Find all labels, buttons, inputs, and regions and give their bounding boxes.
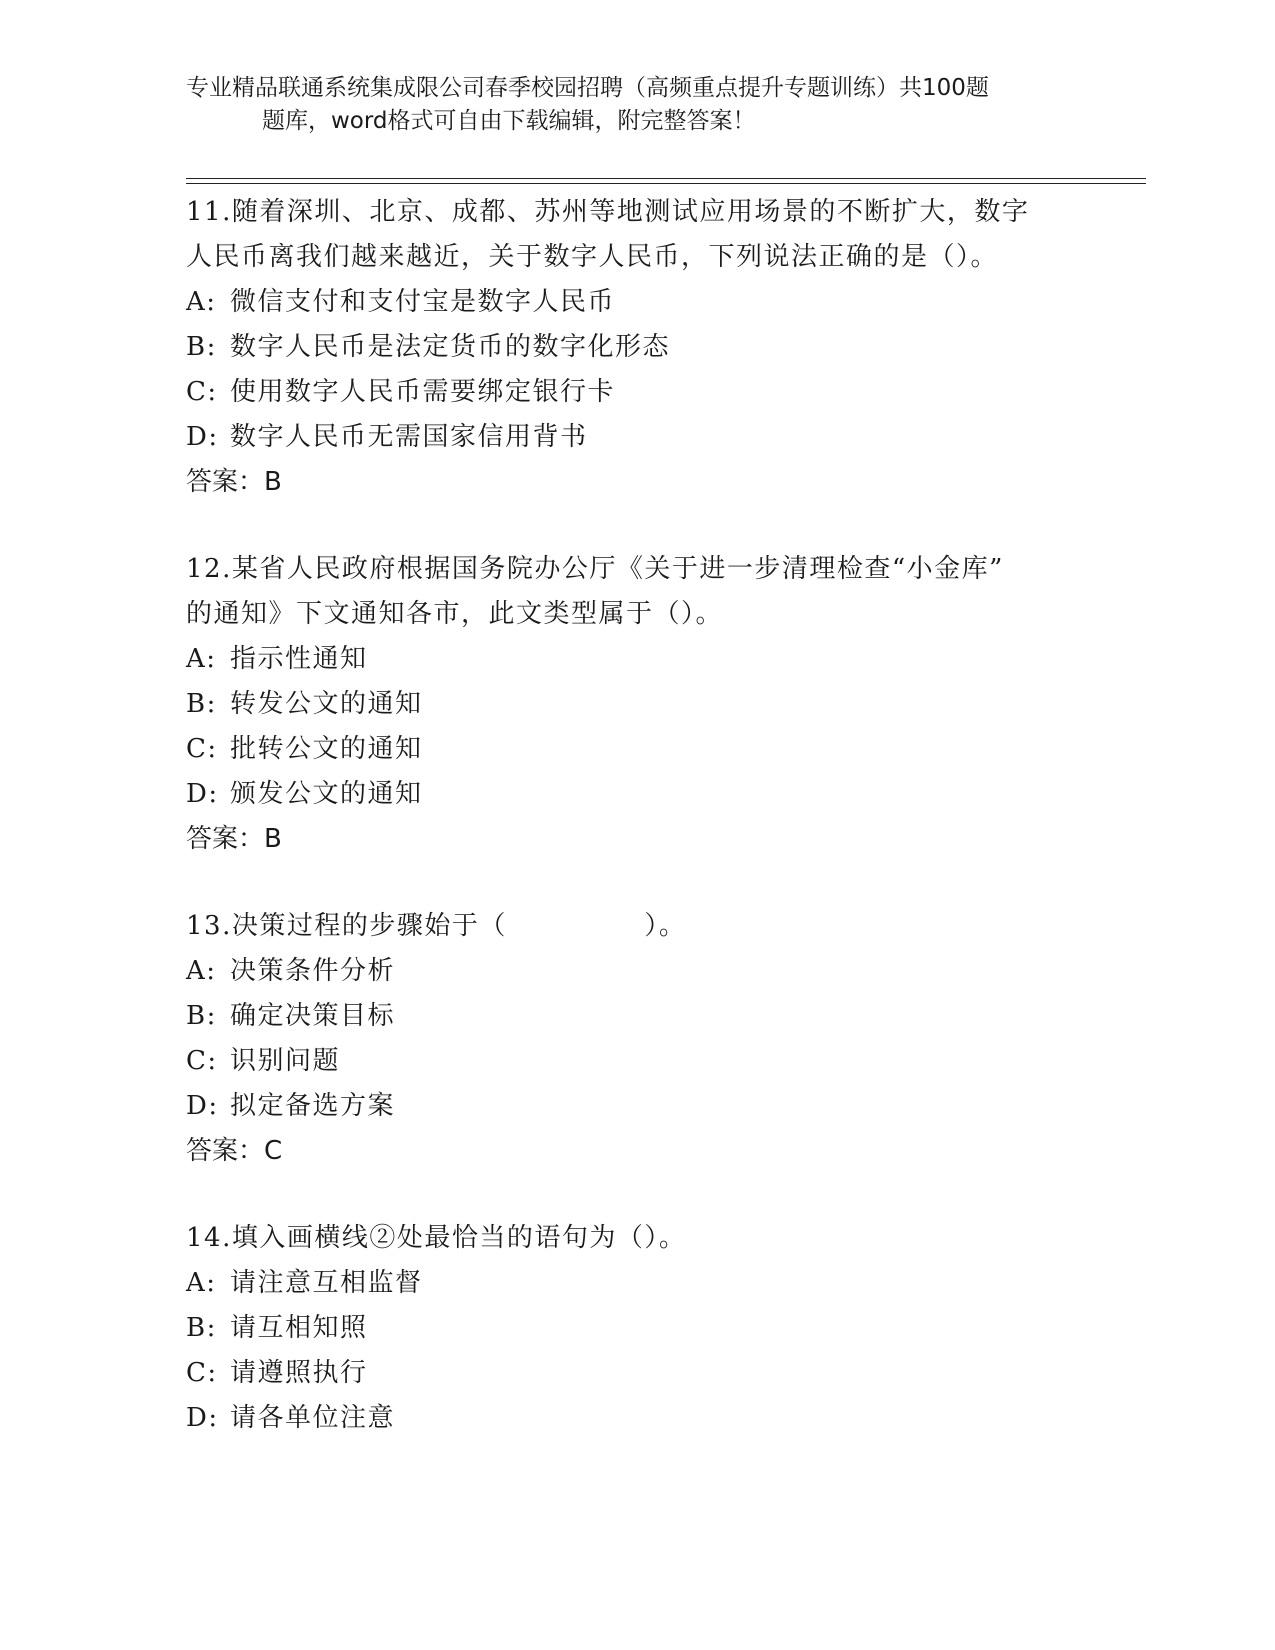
question-14 <box>186 1216 1086 1441</box>
option-letter: A: <box>186 956 217 986</box>
option-letter: D: <box>186 779 219 809</box>
option-c <box>186 1351 1086 1396</box>
option-letter: C: <box>186 734 218 764</box>
question-stem: 14.填入画横线②处最恰当的语句为（）。 <box>186 1223 687 1253</box>
option-text: 请各单位注意 <box>230 1403 396 1433</box>
option-text: 数字人民币无需国家信用背书 <box>230 422 588 452</box>
option-d <box>186 772 1086 817</box>
question-11 <box>186 190 1086 505</box>
option-letter: D: <box>186 1091 219 1121</box>
option-d <box>186 1396 1086 1441</box>
option-letter: D: <box>186 1403 219 1433</box>
answer-line: 答案：B <box>186 467 282 497</box>
option-letter: B: <box>186 1001 217 1031</box>
option-letter: C: <box>186 1046 218 1076</box>
document-header <box>186 72 1066 138</box>
option-letter: B: <box>186 332 217 362</box>
answer-line: 答案：B <box>186 824 282 854</box>
question-13 <box>186 904 1086 1174</box>
option-text: 请遵照执行 <box>230 1358 368 1388</box>
option-text: 数字人民币是法定货币的数字化形态 <box>230 332 671 362</box>
option-c <box>186 370 1086 415</box>
question-stem-continued: 人民币离我们越来越近，关于数字人民币，下列说法正确的是（）。 <box>186 242 999 272</box>
option-b <box>186 682 1086 727</box>
question-stem: 11.随着深圳、北京、成都、苏州等地测试应用场景的不断扩大，数字 <box>186 197 1030 227</box>
option-letter: B: <box>186 689 217 719</box>
option-b <box>186 325 1086 370</box>
option-a <box>186 637 1086 682</box>
option-text: 使用数字人民币需要绑定银行卡 <box>230 377 616 407</box>
option-text: 颁发公文的通知 <box>230 779 423 809</box>
answer-line: 答案：C <box>186 1136 283 1166</box>
option-letter: A: <box>186 287 217 317</box>
option-d <box>186 1084 1086 1129</box>
option-text: 批转公文的通知 <box>230 734 423 764</box>
option-d <box>186 415 1086 460</box>
option-letter: D: <box>186 422 219 452</box>
option-b <box>186 1306 1086 1351</box>
option-text: 请注意互相监督 <box>230 1268 423 1298</box>
option-letter: C: <box>186 377 218 407</box>
option-text: 微信支付和支付宝是数字人民币 <box>230 287 616 317</box>
option-letter: C: <box>186 1358 218 1388</box>
option-text: 拟定备选方案 <box>230 1091 396 1121</box>
option-c <box>186 727 1086 772</box>
option-b <box>186 994 1086 1039</box>
header-title-line1: 专业精品联通系统集成限公司春季校园招聘（高频重点提升专题训练）共100题 <box>186 75 989 101</box>
option-text: 决策条件分析 <box>230 956 396 986</box>
option-text: 确定决策目标 <box>230 1001 396 1031</box>
header-divider-bottom <box>186 183 1146 184</box>
question-stem: 13.决策过程的步骤始于（ ）。 <box>186 911 687 941</box>
option-letter: A: <box>186 1268 217 1298</box>
header-title-line2: 题库，word格式可自由下载编辑，附完整答案！ <box>262 108 756 134</box>
option-text: 识别问题 <box>230 1046 341 1076</box>
option-c <box>186 1039 1086 1084</box>
option-a <box>186 949 1086 994</box>
question-stem: 12.某省人民政府根据国务院办公厅《关于进一步清理检查“小金库” <box>186 554 1004 584</box>
question-12 <box>186 547 1086 862</box>
option-a <box>186 1261 1086 1306</box>
option-text: 指示性通知 <box>230 644 368 674</box>
option-text: 转发公文的通知 <box>230 689 423 719</box>
option-text: 请互相知照 <box>230 1313 368 1343</box>
question-list <box>186 190 1086 1483</box>
header-divider-top <box>186 178 1146 179</box>
option-letter: B: <box>186 1313 217 1343</box>
option-a <box>186 280 1086 325</box>
question-stem-continued: 的通知》下文通知各市，此文类型属于（）。 <box>186 599 724 629</box>
option-letter: A: <box>186 644 217 674</box>
